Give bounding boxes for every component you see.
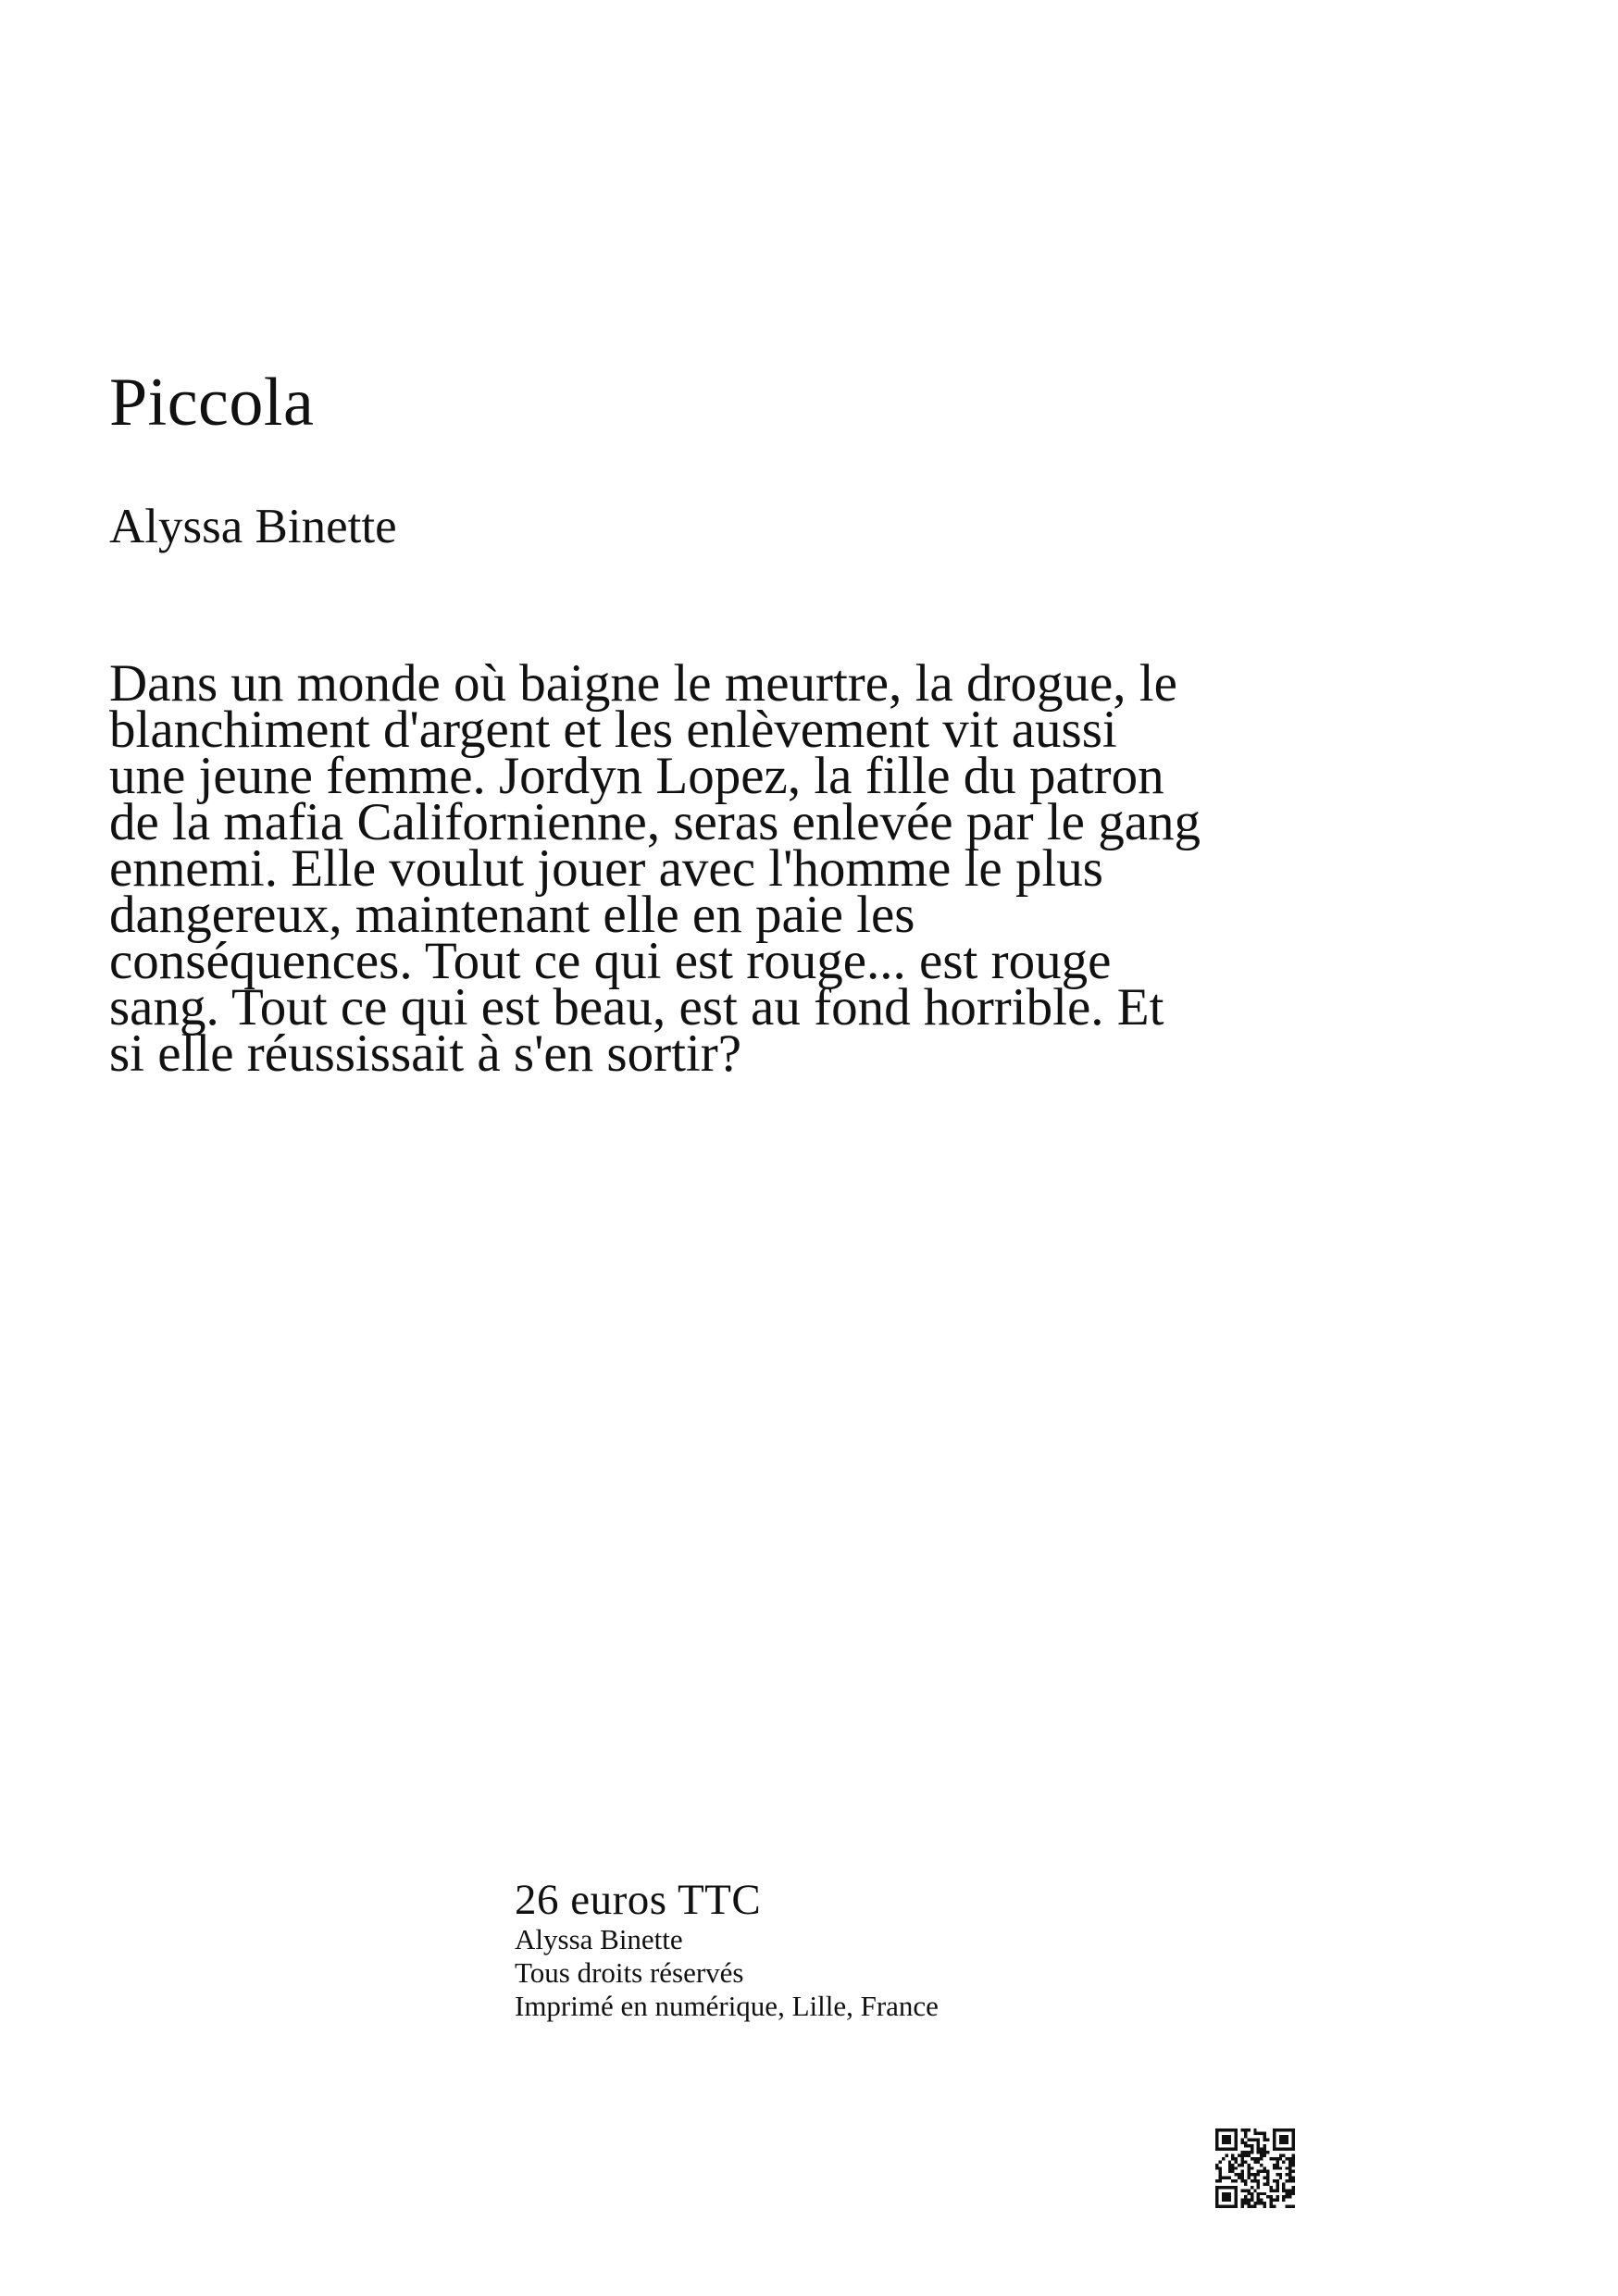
imprint-author: Alyssa Binette — [515, 1923, 683, 1955]
qr-code-icon — [1215, 2128, 1295, 2208]
book-title: Piccola — [109, 365, 315, 441]
printing-notice: Imprimé en numérique, Lille, France — [515, 1990, 939, 2022]
book-summary: Dans un monde où baigne le meurtre, la drogue, le blanchiment d'argent et les enlèvement vit aussi une jeune femme. Jordyn Lopez, la fille du patron de la mafia Californienne, seras enlevée par le gang ennemi. Elle voulut jouer avec l'homme le plus dangereux, maintenant elle en paie les conséquences. Tout ce qui est rouge... est rouge sang. Tout ce qui est beau, est au fond horrible. Et si elle réussissait à s'en sortir? — [109, 654, 1201, 1083]
rights-notice: Tous droits réservés — [515, 1956, 744, 1989]
price-label: 26 euros TTC — [515, 1876, 762, 1924]
book-author: Alyssa Binette — [109, 500, 397, 553]
imprint-block — [515, 1877, 939, 2023]
